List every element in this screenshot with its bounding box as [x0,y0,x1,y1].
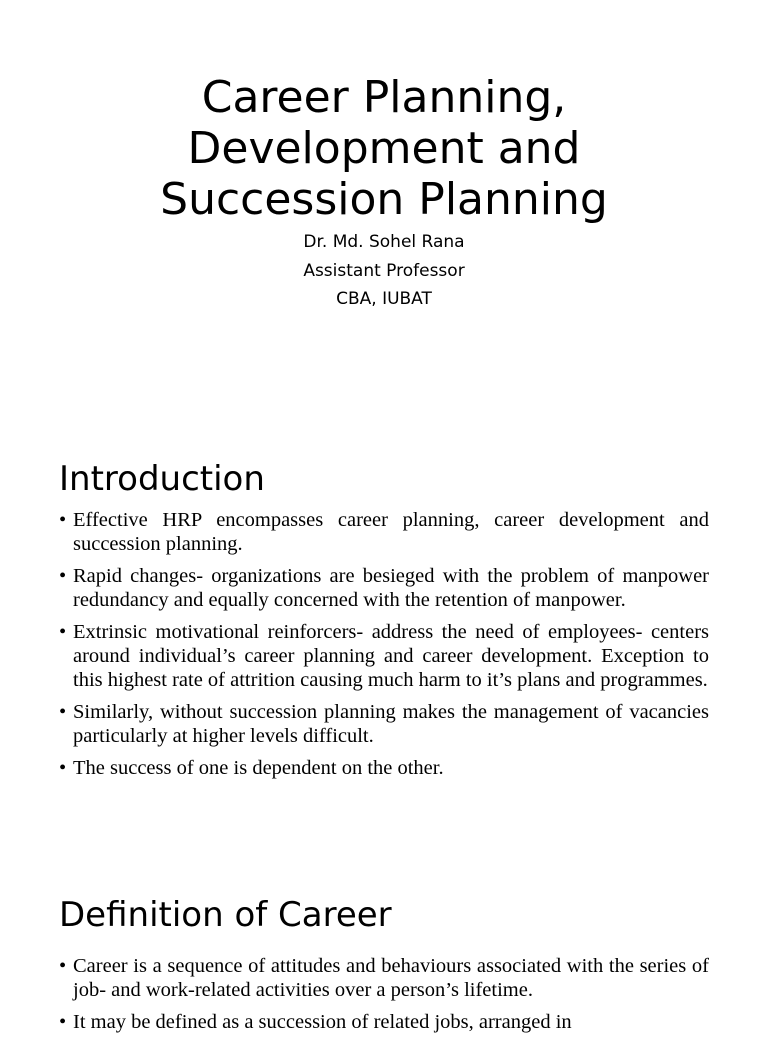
bullet-text: Extrinsic motivational reinforcers- address the need of employees- centers around individual’s career planning and career development. Exception to this highest rate of attrition causing much harm to it’s plans and programmes. [73,621,709,691]
bullet-icon: • [59,621,67,643]
introduction-heading: Introduction [59,459,265,499]
slide-title [0,72,768,225]
author-name: Dr. Md. Sohel Rana [303,232,465,252]
bullet-text: Rapid changes- organizations are besieged with the problem of manpower redundancy and equally concerned with the retention of manpower. [73,565,709,611]
title-slide [0,0,768,440]
bullet-text: Career is a sequence of attitudes and behaviours associated with the series of job- and work-related activities over a person’s lifetime. [73,955,709,1001]
bullet-text: Similarly, without succession planning makes the management of vacancies particularly at higher levels difficult. [73,701,709,747]
bullet-item [59,1010,709,1034]
definition-bullet-list [59,954,709,1042]
bullet-text: Effective HRP encompasses career planning, career development and succession planning. [73,509,709,555]
bullet-icon: • [59,955,67,977]
bullet-icon: • [59,757,67,779]
bullet-icon: • [59,509,67,531]
title-line-1: Career Planning, [201,72,567,123]
introduction-bullet-list [59,508,709,788]
bullet-item [59,564,709,612]
author-position: Assistant Professor [303,260,465,281]
bullet-icon: • [59,565,67,587]
author-info [0,228,768,314]
bullet-icon: • [59,1011,67,1033]
title-line-2: Development and [187,123,581,174]
bullet-text: The success of one is dependent on the other. [73,757,444,779]
definition-heading: Definition of Career [59,895,392,935]
bullet-icon: • [59,701,67,723]
bullet-item [59,954,709,1002]
bullet-text: It may be defined as a succession of related jobs, arranged in [73,1011,572,1033]
bullet-item [59,508,709,556]
bullet-item [59,700,709,748]
bullet-item [59,756,709,780]
title-line-3: Succession Planning [160,174,608,225]
bullet-item [59,620,709,692]
author-affiliation: CBA, IUBAT [336,289,432,309]
